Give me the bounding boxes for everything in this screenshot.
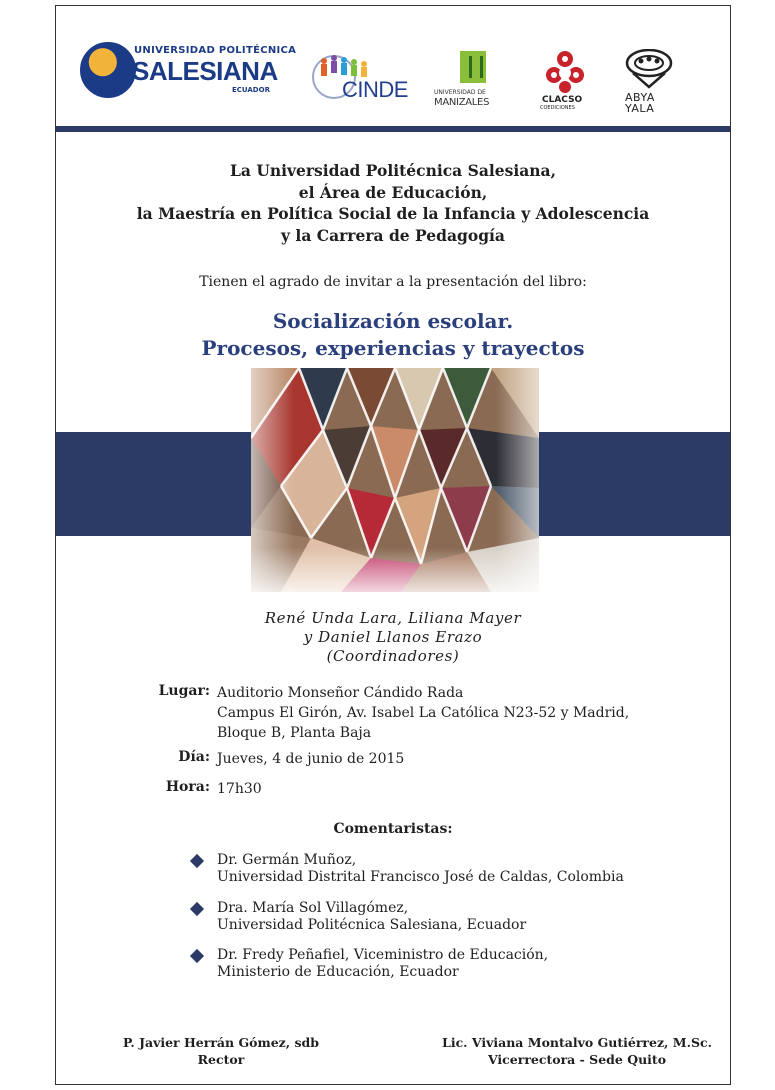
manizales-logo-line2: MANIZALES xyxy=(434,97,490,108)
clacso-logo-line2: COEDICIONES xyxy=(540,105,575,111)
heading-line: La Universidad Politécnica Salesiana, xyxy=(230,161,556,180)
time-value: 17h30 xyxy=(217,781,262,797)
signature-vicerrectora xyxy=(432,1034,722,1068)
commentator-name: Dr. Fredy Peñafiel, Viceministro de Educación, xyxy=(217,947,549,963)
book-title xyxy=(56,308,730,362)
ups-logo-line3: ECUADOR xyxy=(232,86,270,94)
commentator-name: Dra. María Sol Villagómez, xyxy=(217,900,409,916)
heading-line: la Maestría en Política Social de la Infancia y Adolescencia xyxy=(136,204,650,223)
signatory-role: Rector xyxy=(197,1052,245,1067)
diamond-bullet-icon xyxy=(190,902,204,916)
manizales-logo xyxy=(432,51,510,111)
book-coordinators xyxy=(56,609,730,666)
invitation-card xyxy=(55,5,731,1085)
venue-line: Bloque B, Planta Baja xyxy=(217,725,372,741)
signatory-role: Vicerrectora - Sede Quito xyxy=(487,1052,667,1067)
abya-yala-line1: ABYA xyxy=(625,91,655,104)
signatory-name: P. Javier Herrán Gómez, sdb xyxy=(123,1035,319,1050)
diamond-bullet-icon xyxy=(190,949,204,963)
heading-line: el Área de Educación, xyxy=(298,182,488,202)
invitation-text: Tienen el agrado de invitar a la presentación del libro: xyxy=(199,274,587,290)
authors-line2: y Daniel Llanos Erazo xyxy=(303,628,483,646)
abya-yala-line2: YALA xyxy=(625,102,655,115)
manizales-mark-icon xyxy=(460,51,486,83)
diamond-bullet-icon xyxy=(190,854,204,868)
header-divider xyxy=(56,126,730,132)
cinde-logo xyxy=(312,51,412,105)
authors-line3: (Coordinadores) xyxy=(326,647,460,665)
date-value: Jueves, 4 de junio de 2015 xyxy=(217,751,405,767)
venue-label: Lugar: xyxy=(158,683,210,699)
logo-row xyxy=(56,6,730,124)
commentator-affiliation: Universidad Distrital Francisco José de Caldas, Colombia xyxy=(217,869,624,885)
ups-logo-line1: UNIVERSIDAD POLITÉCNICA xyxy=(134,45,297,56)
venue-value xyxy=(217,683,629,743)
ups-logo-line2: SALESIANA xyxy=(132,56,278,86)
heading-line: y la Carrera de Pedagogía xyxy=(281,225,505,245)
clacso-logo xyxy=(536,49,594,113)
abya-yala-logo xyxy=(622,49,676,115)
time-label: Hora: xyxy=(165,779,210,795)
venue-line: Campus El Girón, Av. Isabel La Católica N23-52 y Madrid, xyxy=(217,705,630,721)
commentator-affiliation: Universidad Politécnica Salesiana, Ecuador xyxy=(217,917,527,933)
ups-logo xyxy=(80,42,297,100)
organizers-heading xyxy=(56,160,730,246)
signatory-name: Lic. Viviana Montalvo Gutiérrez, M.Sc. xyxy=(442,1035,712,1050)
authors-line1: René Unda Lara, Liliana Mayer xyxy=(264,609,522,627)
commentator-name: Dr. Germán Muñoz, xyxy=(217,852,357,868)
cinde-logo-text: CINDE xyxy=(342,77,408,102)
clacso-knot-icon xyxy=(542,49,588,93)
abya-yala-emblem-icon xyxy=(625,49,673,89)
date-label: Día: xyxy=(178,749,210,765)
clacso-logo-line1: CLACSO xyxy=(542,95,583,105)
book-cover-collage xyxy=(251,368,539,592)
commentator-affiliation: Ministerio de Educación, Ecuador xyxy=(217,964,459,980)
commentators-title: Comentaristas: xyxy=(333,821,453,837)
signature-rector xyxy=(106,1034,336,1068)
venue-line: Auditorio Monseñor Cándido Rada xyxy=(217,685,464,701)
book-title-line2: Procesos, experiencias y trayectos xyxy=(201,336,585,360)
ups-globe-icon xyxy=(80,42,136,98)
book-title-line1: Socialización escolar. xyxy=(272,309,514,333)
manizales-logo-line1: UNIVERSIDAD DE xyxy=(434,89,486,96)
